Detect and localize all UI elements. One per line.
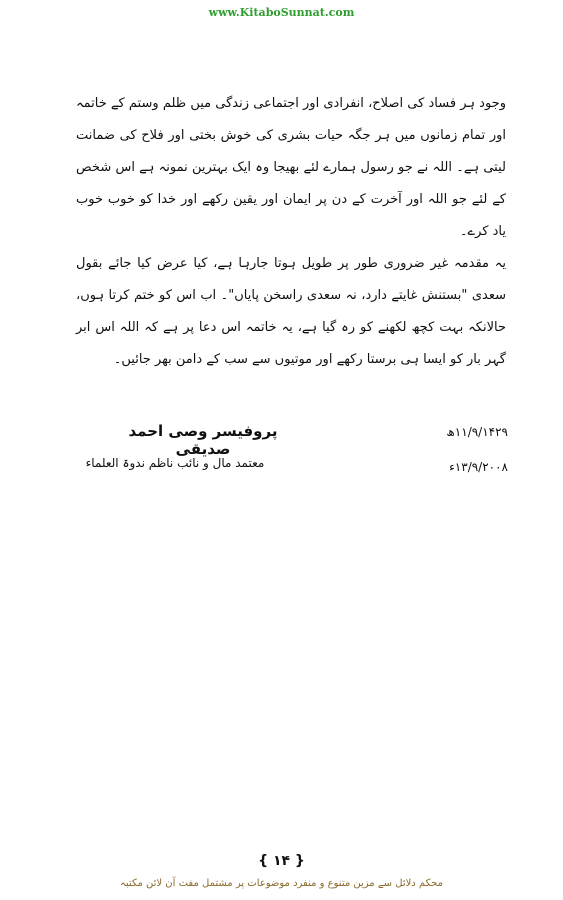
paragraph-2: یہ مقدمہ غیر ضروری طور پر طویل ہوتا جارہا ہے، کیا عرض کیا جائے بقول سعدی "بستنش غایتے دارد، نہ سعدی راسخن پایاں"۔ اب اس کو ختم کرتا ہوں، حالانکہ بہت کچھ لکھنے کو رہ گیا ہے، یہ خاتمہ اس دعا پر ہے کہ اللہ اس ابر گہر بار کو ایسا ہی برستا رکھے اور موتیوں سے سب کے دامن بھر جائیں۔ (76, 256, 506, 367)
page-number: { ۱۴ } (258, 853, 305, 869)
body-text (76, 88, 506, 376)
paragraph-1: وجود ہر فساد کی اصلاح، انفرادی اور اجتماعی زندگی میں ظلم وستم کے خاتمہ اور تمام زمانوں میں ہر جگہ حیات بشری کی خوش بختی اور فلاح کی ضمانت لیتی ہے۔ اللہ نے جو رسول ہمارے لئے بھیجا وہ ایک بہترین نمونہ ہے اس شخص کے لئے جو اللہ اور آخرت کے دن پر ایمان اور یقین رکھے اور خدا کو خوب خوب یاد کرے۔ (76, 96, 506, 239)
site-url[interactable]: www.KitaboSunnat.com (208, 6, 355, 19)
date-hijri: ۱۱/۹/۱۴۲۹ھ (446, 425, 508, 439)
date-gregorian: ۱۳/۹/۲۰۰۸ء (449, 460, 508, 474)
signature-title: معتمد مال و نائب ناظم ندوۃ العلماء (85, 456, 265, 470)
signature-name: پروفیسر وصی احمد صدیقی (128, 422, 278, 458)
footer-tagline: محکم دلائل سے مزین متنوع و منفرد موضوعات پر مشتمل مفت آن لائن مکتبہ (120, 878, 443, 889)
